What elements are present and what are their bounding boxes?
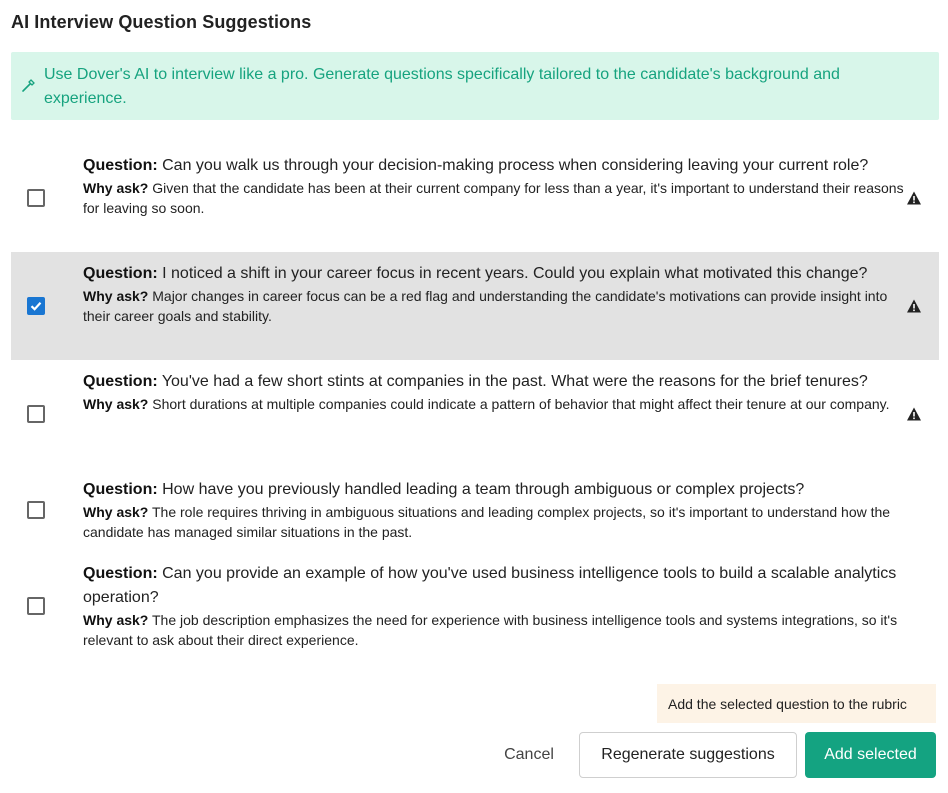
question-text [83, 478, 913, 502]
question-content [83, 562, 913, 650]
why-ask-body: Short durations at multiple companies could indicate a pattern of behavior that might affect their tenure at our company. [152, 396, 890, 412]
why-ask-text [83, 610, 913, 650]
question-content [83, 154, 913, 218]
why-ask-text [83, 286, 913, 326]
question-row[interactable] [11, 252, 939, 360]
question-text [83, 370, 913, 394]
question-label: Question: [83, 481, 158, 498]
question-body: You've had a few short stints at companies in the past. What were the reasons for the brief tenures? [161, 373, 868, 390]
question-checkbox[interactable] [27, 405, 45, 423]
question-text [83, 562, 913, 610]
ai-info-banner [11, 52, 939, 120]
warning-icon [906, 190, 922, 206]
question-text [83, 154, 913, 178]
question-row[interactable] [11, 552, 939, 660]
why-ask-text [83, 178, 913, 218]
why-ask-label: Why ask? [83, 612, 149, 628]
question-content [83, 370, 913, 414]
question-label: Question: [83, 565, 158, 582]
why-ask-text [83, 502, 913, 542]
question-row[interactable] [11, 468, 939, 552]
question-body: Can you provide an example of how you've used business intelligence tools to build a scalable analytics operation? [83, 565, 897, 606]
question-list [11, 144, 939, 660]
question-content [83, 478, 913, 542]
question-label: Question: [83, 265, 158, 282]
question-body: Can you walk us through your decision-making process when considering leaving your current role? [162, 157, 869, 174]
wand-icon [21, 77, 37, 93]
checkmark-icon [29, 299, 43, 313]
banner-text: Use Dover's AI to interview like a pro. Generate questions specifically tailored to the candidate's background and experience. [44, 66, 840, 107]
question-checkbox[interactable] [27, 501, 45, 519]
question-row[interactable] [11, 360, 939, 468]
question-label: Question: [83, 373, 158, 390]
why-ask-text [83, 394, 913, 414]
why-ask-body: Major changes in career focus can be a red flag and understanding the candidate's motivations can provide insight into their career goals and stability. [83, 288, 888, 324]
warning-icon [906, 298, 922, 314]
cancel-button[interactable]: Cancel [504, 746, 554, 763]
question-row[interactable] [11, 144, 939, 252]
modal-title: AI Interview Question Suggestions [11, 12, 312, 32]
why-ask-label: Why ask? [83, 180, 149, 196]
why-ask-label: Why ask? [83, 396, 149, 412]
question-body: How have you previously handled leading a team through ambiguous or complex projects? [162, 481, 805, 498]
regenerate-suggestions-button[interactable]: Regenerate suggestions [579, 732, 797, 778]
question-checkbox[interactable] [27, 597, 45, 615]
question-checkbox[interactable] [27, 297, 45, 315]
question-label: Question: [83, 157, 158, 174]
warning-icon [906, 406, 922, 422]
add-selected-button[interactable]: Add selected [805, 732, 936, 778]
question-body: I noticed a shift in your career focus in recent years. Could you explain what motivated this change? [162, 265, 868, 282]
question-checkbox[interactable] [27, 189, 45, 207]
why-ask-label: Why ask? [83, 288, 149, 304]
add-selected-tooltip: Add the selected question to the rubric [657, 684, 936, 723]
why-ask-body: Given that the candidate has been at their current company for less than a year, it's important to understand their reasons for leaving so soon. [83, 180, 904, 216]
question-content [83, 262, 913, 326]
why-ask-body: The job description emphasizes the need for experience with business intelligence tools and systems integrations, so it's relevant to ask about their direct experience. [83, 612, 898, 648]
question-text [83, 262, 913, 286]
why-ask-label: Why ask? [83, 504, 149, 520]
why-ask-body: The role requires thriving in ambiguous situations and leading complex projects, so it's important to understand how the candidate has managed similar situations in the past. [83, 504, 891, 540]
